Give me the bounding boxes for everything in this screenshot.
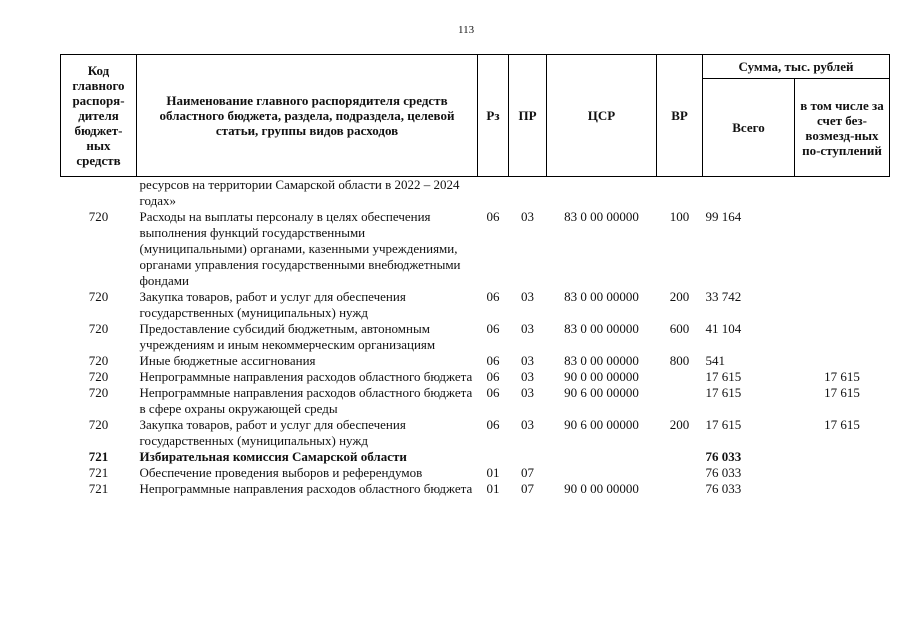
cell-total: 76 033 bbox=[705, 481, 742, 496]
header-vr: ВР bbox=[657, 55, 703, 177]
table-row bbox=[61, 353, 890, 369]
cell-csr bbox=[547, 177, 657, 210]
cell-pr: 03 bbox=[521, 369, 534, 384]
cell-total: 76 033 bbox=[705, 465, 742, 480]
cell-csr: 90 6 00 00000 bbox=[564, 385, 639, 400]
cell-incl: 17 615 bbox=[824, 385, 860, 400]
cell-name: Непрограммные направления расходов областного бюджета bbox=[139, 481, 473, 496]
cell-pr: 07 bbox=[521, 465, 534, 480]
cell-rz: 06 bbox=[486, 321, 500, 336]
cell-total: 17 615 bbox=[705, 369, 742, 384]
cell-csr: 83 0 00 00000 bbox=[564, 289, 639, 304]
cell-code bbox=[61, 177, 137, 210]
cell-incl: 17 615 bbox=[824, 369, 860, 384]
table-row bbox=[61, 369, 890, 385]
cell-pr: 03 bbox=[521, 417, 534, 432]
cell-code: 720 bbox=[88, 209, 109, 224]
cell-incl bbox=[795, 289, 890, 321]
cell-name: Предоставление субсидий бюджетным, автономным учреждениям и иным некоммерческим организациям bbox=[139, 321, 436, 352]
table-row bbox=[61, 449, 890, 465]
header-sum: Сумма, тыс. рублей bbox=[703, 55, 890, 79]
cell-code: 720 bbox=[88, 417, 109, 432]
cell-total: 99 164 bbox=[705, 209, 742, 224]
cell-name: Закупка товаров, работ и услуг для обеспечения государственных (муниципальных) нужд bbox=[139, 289, 406, 320]
cell-vr bbox=[657, 449, 703, 465]
cell-pr bbox=[509, 177, 547, 210]
table-row bbox=[61, 417, 890, 449]
header-csr: ЦСР bbox=[547, 55, 657, 177]
cell-incl bbox=[795, 449, 890, 465]
cell-csr: 83 0 00 00000 bbox=[564, 353, 639, 368]
cell-code: 720 bbox=[88, 321, 109, 336]
cell-rz: 06 bbox=[486, 417, 500, 432]
cell-code: 720 bbox=[88, 289, 109, 304]
cell-incl: 17 615 bbox=[824, 417, 860, 432]
cell-rz: 06 bbox=[486, 353, 500, 368]
cell-rz bbox=[478, 449, 509, 465]
cell-pr bbox=[509, 449, 547, 465]
cell-incl bbox=[795, 177, 890, 210]
table-row bbox=[61, 321, 890, 353]
budget-table bbox=[60, 54, 890, 497]
page-number: 113 bbox=[458, 24, 475, 36]
cell-code: 721 bbox=[88, 481, 109, 496]
cell-incl bbox=[795, 321, 890, 353]
cell-total bbox=[703, 177, 795, 210]
cell-code: 721 bbox=[88, 465, 109, 480]
table-row bbox=[61, 209, 890, 289]
cell-total: 17 615 bbox=[705, 385, 742, 400]
cell-incl bbox=[795, 481, 890, 497]
cell-name: Расходы на выплаты персоналу в целях обеспечения выполнения функций государственными (муниципальными) органами, казенными учреждениями, органами управления государственными внебюджетными фондами bbox=[139, 209, 461, 288]
cell-total: 541 bbox=[705, 353, 725, 368]
cell-pr: 03 bbox=[521, 289, 534, 304]
cell-name: Непрограммные направления расходов областного бюджета bbox=[139, 369, 473, 384]
table-header bbox=[61, 55, 890, 177]
cell-vr: 200 bbox=[669, 289, 690, 304]
cell-name: Непрограммные направления расходов областного бюджета в сфере охраны окружающей среды bbox=[139, 385, 473, 416]
cell-pr: 07 bbox=[521, 481, 534, 496]
header-name: Наименование главного распорядителя средств областного бюджета, раздела, подраздела, целевой статьи, группы видов расходов bbox=[137, 55, 478, 177]
cell-rz: 06 bbox=[486, 369, 500, 384]
cell-rz: 06 bbox=[486, 209, 500, 224]
cell-csr: 90 6 00 00000 bbox=[564, 417, 639, 432]
table-row bbox=[61, 481, 890, 497]
header-total: Всего bbox=[703, 79, 795, 177]
cell-pr: 03 bbox=[521, 353, 534, 368]
table-body bbox=[61, 177, 890, 498]
header-code: Код главного распоря-дителя бюджет-ных средств bbox=[61, 55, 137, 177]
cell-total: 76 033 bbox=[705, 449, 742, 464]
cell-pr: 03 bbox=[521, 321, 534, 336]
header-pr: ПР bbox=[509, 55, 547, 177]
cell-vr: 100 bbox=[669, 209, 690, 224]
cell-vr: 600 bbox=[669, 321, 690, 336]
cell-csr: 83 0 00 00000 bbox=[564, 321, 639, 336]
cell-csr: 83 0 00 00000 bbox=[564, 209, 639, 224]
cell-name: Иные бюджетные ассигнования bbox=[139, 353, 316, 368]
cell-csr bbox=[547, 449, 657, 465]
cell-code: 721 bbox=[88, 449, 109, 464]
cell-csr: 90 0 00 00000 bbox=[564, 481, 639, 496]
cell-incl bbox=[795, 465, 890, 481]
table-row bbox=[61, 385, 890, 417]
cell-rz: 06 bbox=[486, 289, 500, 304]
cell-total: 33 742 bbox=[705, 289, 742, 304]
cell-code: 720 bbox=[88, 369, 109, 384]
table-row bbox=[61, 289, 890, 321]
cell-vr bbox=[657, 177, 703, 210]
cell-rz bbox=[478, 177, 509, 210]
cell-rz: 01 bbox=[486, 481, 500, 496]
cell-pr: 03 bbox=[521, 209, 534, 224]
cell-csr bbox=[547, 465, 657, 481]
cell-vr bbox=[657, 369, 703, 385]
cell-code: 720 bbox=[88, 385, 109, 400]
cell-csr: 90 0 00 00000 bbox=[564, 369, 639, 384]
header-incl: в том числе за счет без-возмезд-ных по-ступлений bbox=[795, 79, 890, 177]
cell-incl bbox=[795, 353, 890, 369]
table-row bbox=[61, 465, 890, 481]
cell-vr: 200 bbox=[669, 417, 690, 432]
cell-name: Закупка товаров, работ и услуг для обеспечения государственных (муниципальных) нужд bbox=[139, 417, 406, 448]
cell-total: 41 104 bbox=[705, 321, 742, 336]
cell-vr: 800 bbox=[669, 353, 690, 368]
cell-name: Обеспечение проведения выборов и референдумов bbox=[139, 465, 423, 480]
header-rz: Рз bbox=[478, 55, 509, 177]
cell-code: 720 bbox=[88, 353, 109, 368]
cell-vr bbox=[657, 385, 703, 417]
cell-vr bbox=[657, 465, 703, 481]
cell-name: ресурсов на территории Самарской области в 2022 – 2024 годах» bbox=[139, 177, 460, 208]
cell-pr: 03 bbox=[521, 385, 534, 400]
cell-total: 17 615 bbox=[705, 417, 742, 432]
cell-incl bbox=[795, 209, 890, 289]
table-row bbox=[61, 177, 890, 210]
cell-rz: 06 bbox=[486, 385, 500, 400]
cell-vr bbox=[657, 481, 703, 497]
cell-rz: 01 bbox=[486, 465, 500, 480]
cell-name: Избирательная комиссия Самарской области bbox=[139, 449, 407, 464]
